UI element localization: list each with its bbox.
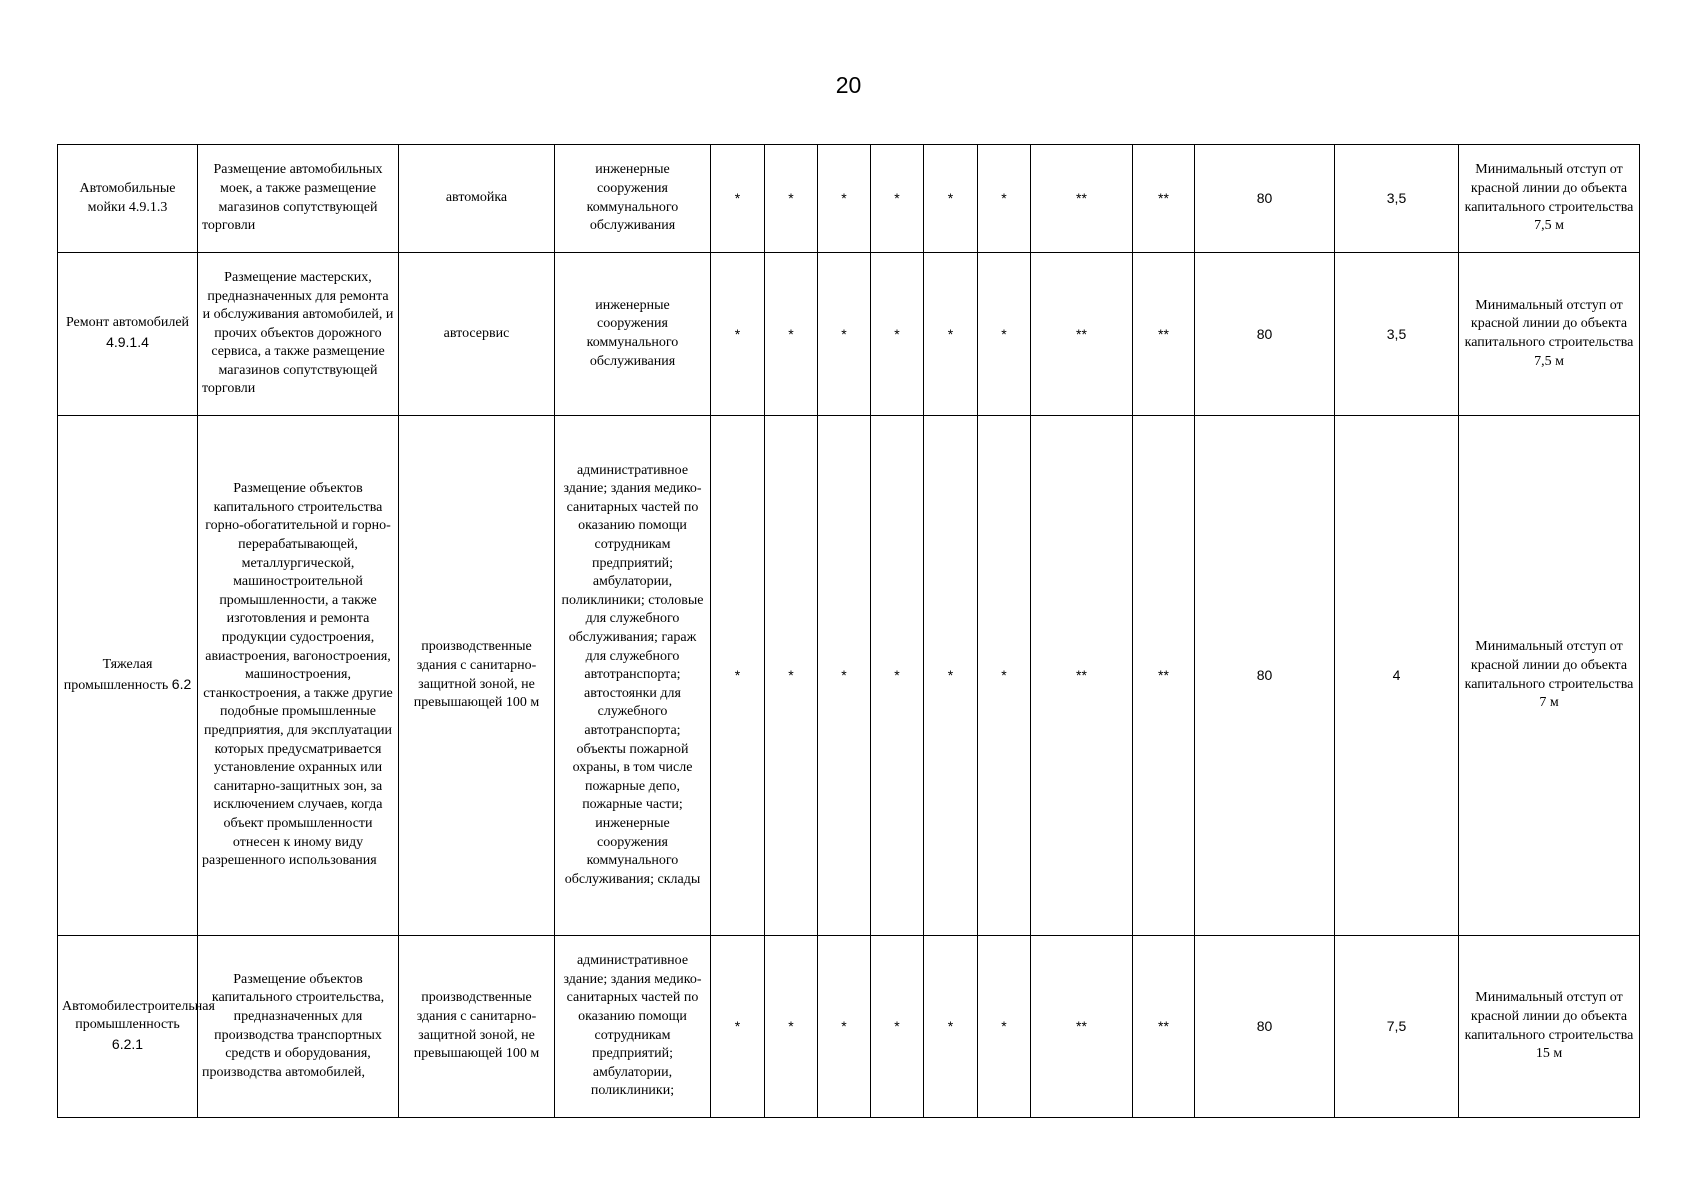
param-marker: *	[765, 253, 818, 416]
use-description: Размещение объектов капитального строительства горно-обогатительной и горно-перерабатывающей, металлургической, машиностроительной промышленности, а также изготовления и ремонта продукции судостроения, авиастроения, вагоностроения, машиностроения, станкостроения, а также другие подобные промышленные предприятия, для эксплуатации которых предусматривается установление охранных или санитарно-защитных зон, за исключением случаев, когда объект промышленности отнесен к иному виду разрешенного использования	[198, 416, 399, 936]
max-height: 3,5	[1335, 253, 1459, 416]
param-marker: **	[1031, 936, 1133, 1118]
use-type-title: Автомобилестроительная промышленность	[62, 998, 215, 1033]
param-marker: *	[978, 253, 1031, 416]
main-use-object: производственные здания с санитарно-защитной зоной, не превышающей 100 м	[399, 416, 555, 936]
max-height: 7,5	[1335, 936, 1459, 1118]
max-coverage-percent: 80	[1195, 936, 1335, 1118]
page-number: 20	[835, 72, 862, 98]
max-coverage-percent: 80	[1195, 253, 1335, 416]
setback-note: Минимальный отступ от красной линии до объекта капитального строительства 7,5 м	[1459, 253, 1640, 416]
use-type-name	[58, 936, 215, 1118]
table-row	[58, 416, 1640, 936]
param-marker: *	[711, 936, 765, 1118]
use-type-name	[58, 145, 198, 253]
param-marker: **	[1031, 416, 1133, 936]
param-marker: *	[978, 936, 1031, 1118]
param-marker: *	[924, 936, 978, 1118]
param-marker: *	[924, 416, 978, 936]
param-marker: *	[818, 416, 871, 936]
param-marker: *	[978, 145, 1031, 253]
use-type-name	[58, 253, 198, 416]
table-row	[58, 936, 1640, 1118]
use-type-code: 6.2	[171, 675, 192, 692]
max-height: 4	[1335, 416, 1459, 936]
use-type-title: Ремонт автомобилей	[65, 315, 190, 331]
param-marker: *	[711, 253, 765, 416]
auxiliary-use-objects: административное здание; здания медико-санитарных частей по оказанию помощи сотрудникам предприятий; амбулатории, поликлиники; столовые для служебного обслуживания; гараж для служебного автотранспорта; автостоянки для служебного автотранспорта; объекты пожарной охраны, в том числе пожарные депо, пожарные части; инженерные сооружения коммунального обслуживания; склады	[555, 416, 711, 936]
auxiliary-use-objects: инженерные сооружения коммунального обслуживания	[555, 253, 711, 416]
auxiliary-use-objects: инженерные сооружения коммунального обслуживания	[555, 145, 711, 253]
land-use-table	[57, 144, 1640, 1118]
param-marker: *	[765, 936, 818, 1118]
param-marker: **	[1133, 253, 1195, 416]
param-marker: **	[1133, 936, 1195, 1118]
param-marker: *	[871, 253, 924, 416]
main-use-object: производственные здания с санитарно-защитной зоной, не превышающей 100 м	[399, 936, 555, 1118]
param-marker: *	[765, 416, 818, 936]
param-marker: **	[1031, 253, 1133, 416]
use-type-title: Тяжелая промышленность	[63, 656, 169, 693]
param-marker: *	[818, 936, 871, 1118]
use-type-code: 4.9.1.4	[106, 334, 149, 350]
use-type-title: Автомобильные мойки	[79, 180, 176, 215]
param-marker: *	[765, 145, 818, 253]
param-marker: **	[1133, 416, 1195, 936]
param-marker: *	[978, 416, 1031, 936]
setback-note: Минимальный отступ от красной линии до объекта капитального строительства 7,5 м	[1459, 145, 1640, 253]
param-marker: *	[711, 145, 765, 253]
param-marker: *	[711, 416, 765, 936]
use-type-name	[58, 416, 198, 936]
param-marker: **	[1031, 145, 1133, 253]
table-row	[58, 253, 1640, 416]
param-marker: *	[924, 253, 978, 416]
max-coverage-percent: 80	[1195, 145, 1335, 253]
main-use-object: автомойка	[399, 145, 555, 253]
max-height: 3,5	[1335, 145, 1459, 253]
use-type-code: 6.2.1	[111, 1035, 144, 1052]
param-marker: *	[818, 253, 871, 416]
use-description: Размещение мастерских, предназначенных для ремонта и обслуживания автомобилей, и прочих объектов дорожного сервиса, а также размещение магазинов сопутствующей торговли	[198, 253, 399, 416]
param-marker: *	[871, 936, 924, 1118]
param-marker: *	[871, 145, 924, 253]
param-marker: *	[924, 145, 978, 253]
use-description: Размещение автомобильных моек, а также размещение магазинов сопутствующей торговли	[198, 145, 399, 253]
auxiliary-use-objects: административное здание; здания медико-санитарных частей по оказанию помощи сотрудникам предприятий; амбулатории, поликлиники;	[555, 936, 711, 1118]
table-row	[58, 145, 1640, 253]
param-marker: *	[818, 145, 871, 253]
setback-note: Минимальный отступ от красной линии до объекта капитального строительства 15 м	[1459, 936, 1640, 1118]
main-use-object: автосервис	[399, 253, 555, 416]
setback-note: Минимальный отступ от красной линии до объекта капитального строительства 7 м	[1459, 416, 1640, 936]
use-description: Размещение объектов капитального строительства, предназначенных для производства транспортных средств и оборудования, производства автомобилей,	[198, 936, 399, 1118]
use-type-code: 4.9.1.3	[128, 199, 168, 215]
param-marker: **	[1133, 145, 1195, 253]
param-marker: *	[871, 416, 924, 936]
max-coverage-percent: 80	[1195, 416, 1335, 936]
